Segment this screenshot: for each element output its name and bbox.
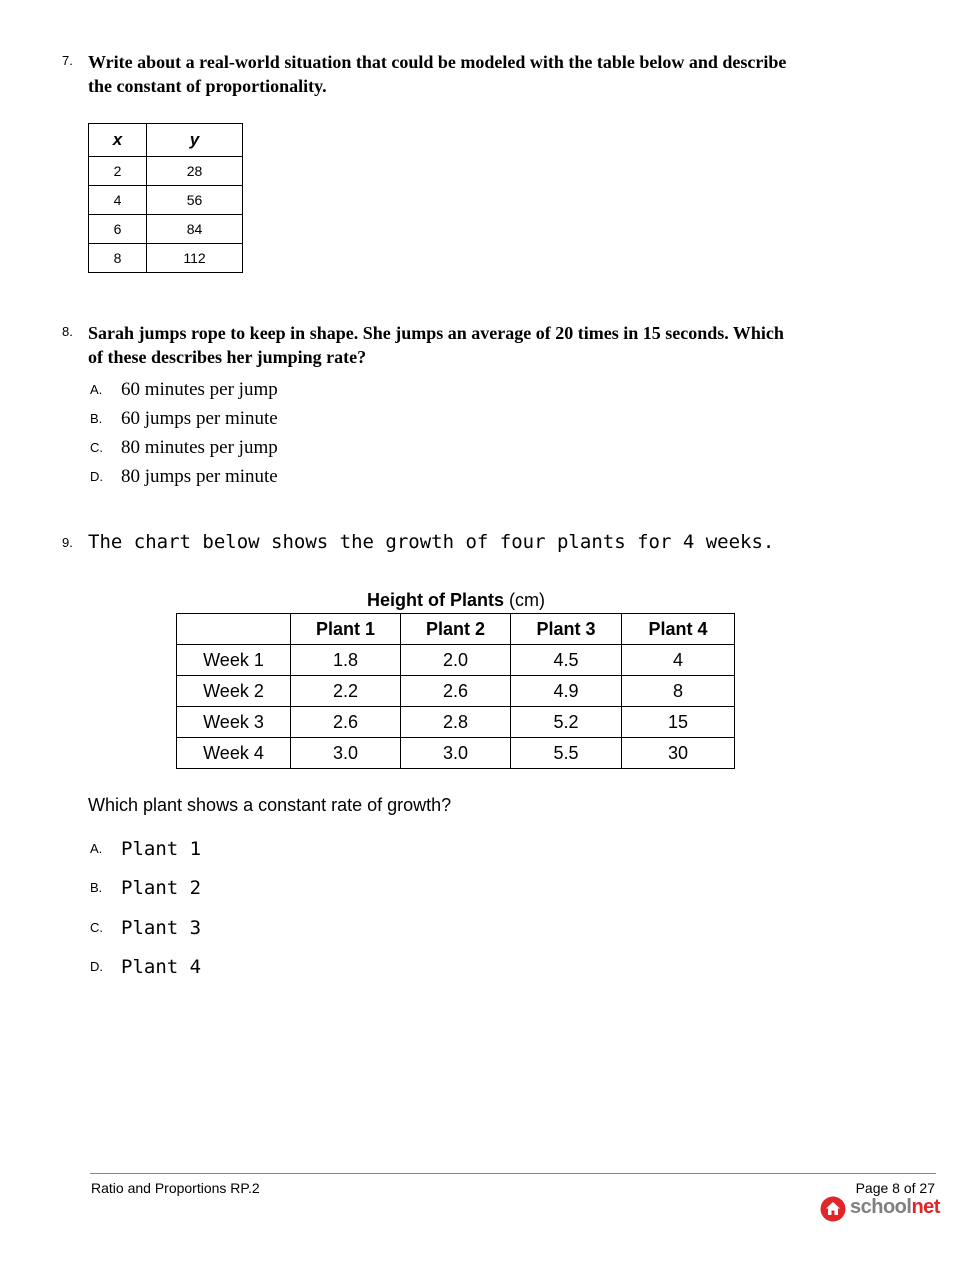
table-cell: 4 xyxy=(622,645,735,676)
q9-option-b[interactable]: Plant 2 xyxy=(121,877,202,899)
table-row xyxy=(89,244,243,273)
table-cell: 28 xyxy=(147,157,243,186)
question-8-text xyxy=(88,321,784,369)
logo-school: school xyxy=(850,1196,912,1218)
logo-wordmark xyxy=(850,1195,940,1219)
plant-table-title xyxy=(177,590,735,611)
table-row xyxy=(177,645,735,676)
question-7-text xyxy=(88,50,786,98)
q8-option-b[interactable]: 60 jumps per minute xyxy=(121,408,278,429)
q8-option-d-letter: D. xyxy=(90,469,103,484)
logo-net: net xyxy=(911,1196,940,1218)
table-cell: 1.8 xyxy=(291,645,401,676)
q9-option-c-letter: C. xyxy=(90,920,103,935)
table-cell: 6 xyxy=(89,215,147,244)
table-cell: Week 3 xyxy=(177,707,291,738)
q9-option-d-letter: D. xyxy=(90,959,103,974)
q9-option-c[interactable]: Plant 3 xyxy=(121,917,202,939)
plant-height-table xyxy=(176,613,735,769)
table-cell: 5.2 xyxy=(511,707,622,738)
table-row xyxy=(177,738,735,769)
question-7-line-1: Write about a real-world situation that could be modeled with the table below and describe xyxy=(88,52,787,72)
table-cell: 84 xyxy=(147,215,243,244)
table-cell: 2.8 xyxy=(401,707,511,738)
q8-option-c-letter: C. xyxy=(90,440,103,455)
xy-header-y: y xyxy=(147,124,243,157)
table-cell: 8 xyxy=(89,244,147,273)
footer-title: Ratio and Proportions RP.2 xyxy=(91,1180,260,1196)
q9-option-a-letter: A. xyxy=(90,841,103,856)
table-cell: 30 xyxy=(622,738,735,769)
table-cell: 112 xyxy=(147,244,243,273)
table-cell: 2.6 xyxy=(401,676,511,707)
table-cell: Week 4 xyxy=(177,738,291,769)
plant-header-1: Plant 1 xyxy=(291,614,401,645)
table-cell: 4.9 xyxy=(511,676,622,707)
table-cell: Week 1 xyxy=(177,645,291,676)
xy-header-x: x xyxy=(89,124,147,157)
question-8-line-2: of these describes her jumping rate? xyxy=(88,347,367,367)
q8-option-a[interactable]: 60 minutes per jump xyxy=(121,379,278,400)
question-8-line-1: Sarah jumps rope to keep in shape. She jumps an average of 20 times in 15 seconds. Which xyxy=(88,323,784,343)
q8-option-a-letter: A. xyxy=(90,382,103,397)
table-row xyxy=(89,157,243,186)
table-cell: 15 xyxy=(622,707,735,738)
table-cell: 2.0 xyxy=(401,645,511,676)
house-icon xyxy=(820,1196,846,1222)
table-row xyxy=(89,215,243,244)
plant-table-title-bold: Height of Plants xyxy=(367,590,505,610)
q8-option-d[interactable]: 80 jumps per minute xyxy=(121,466,278,487)
table-cell: 2.2 xyxy=(291,676,401,707)
plant-table-title-unit: (cm) xyxy=(504,590,545,610)
plant-table-header-row xyxy=(177,614,735,645)
table-row xyxy=(177,676,735,707)
xy-table xyxy=(88,123,243,273)
plant-header-3: Plant 3 xyxy=(511,614,622,645)
table-row xyxy=(89,186,243,215)
page-number: Page 8 of 27 xyxy=(855,1180,935,1196)
footer-divider xyxy=(90,1173,936,1174)
table-cell: Week 2 xyxy=(177,676,291,707)
question-9-text: The chart below shows the growth of four plants for 4 weeks. xyxy=(88,531,775,553)
question-8-number: 8. xyxy=(62,324,73,339)
table-cell: 2.6 xyxy=(291,707,401,738)
table-cell: 5.5 xyxy=(511,738,622,769)
table-cell: 2 xyxy=(89,157,147,186)
table-row xyxy=(177,707,735,738)
q9-option-b-letter: B. xyxy=(90,880,103,895)
question-7-line-2: the constant of proportionality. xyxy=(88,76,327,96)
question-9-number: 9. xyxy=(62,535,73,550)
table-cell: 56 xyxy=(147,186,243,215)
plant-header-2: Plant 2 xyxy=(401,614,511,645)
plant-header-4: Plant 4 xyxy=(622,614,735,645)
plant-table-corner xyxy=(177,614,291,645)
question-7-number: 7. xyxy=(62,53,73,68)
schoolnet-logo xyxy=(820,1196,940,1222)
table-cell: 4.5 xyxy=(511,645,622,676)
table-cell: 4 xyxy=(89,186,147,215)
table-cell: 3.0 xyxy=(291,738,401,769)
table-cell: 8 xyxy=(622,676,735,707)
question-9-prompt: Which plant shows a constant rate of growth? xyxy=(88,795,452,815)
q8-option-b-letter: B. xyxy=(90,411,103,426)
q9-option-a[interactable]: Plant 1 xyxy=(121,838,202,860)
xy-table-header-row xyxy=(89,124,243,157)
q8-option-c[interactable]: 80 minutes per jump xyxy=(121,437,278,458)
q9-option-d[interactable]: Plant 4 xyxy=(121,956,202,978)
table-cell: 3.0 xyxy=(401,738,511,769)
